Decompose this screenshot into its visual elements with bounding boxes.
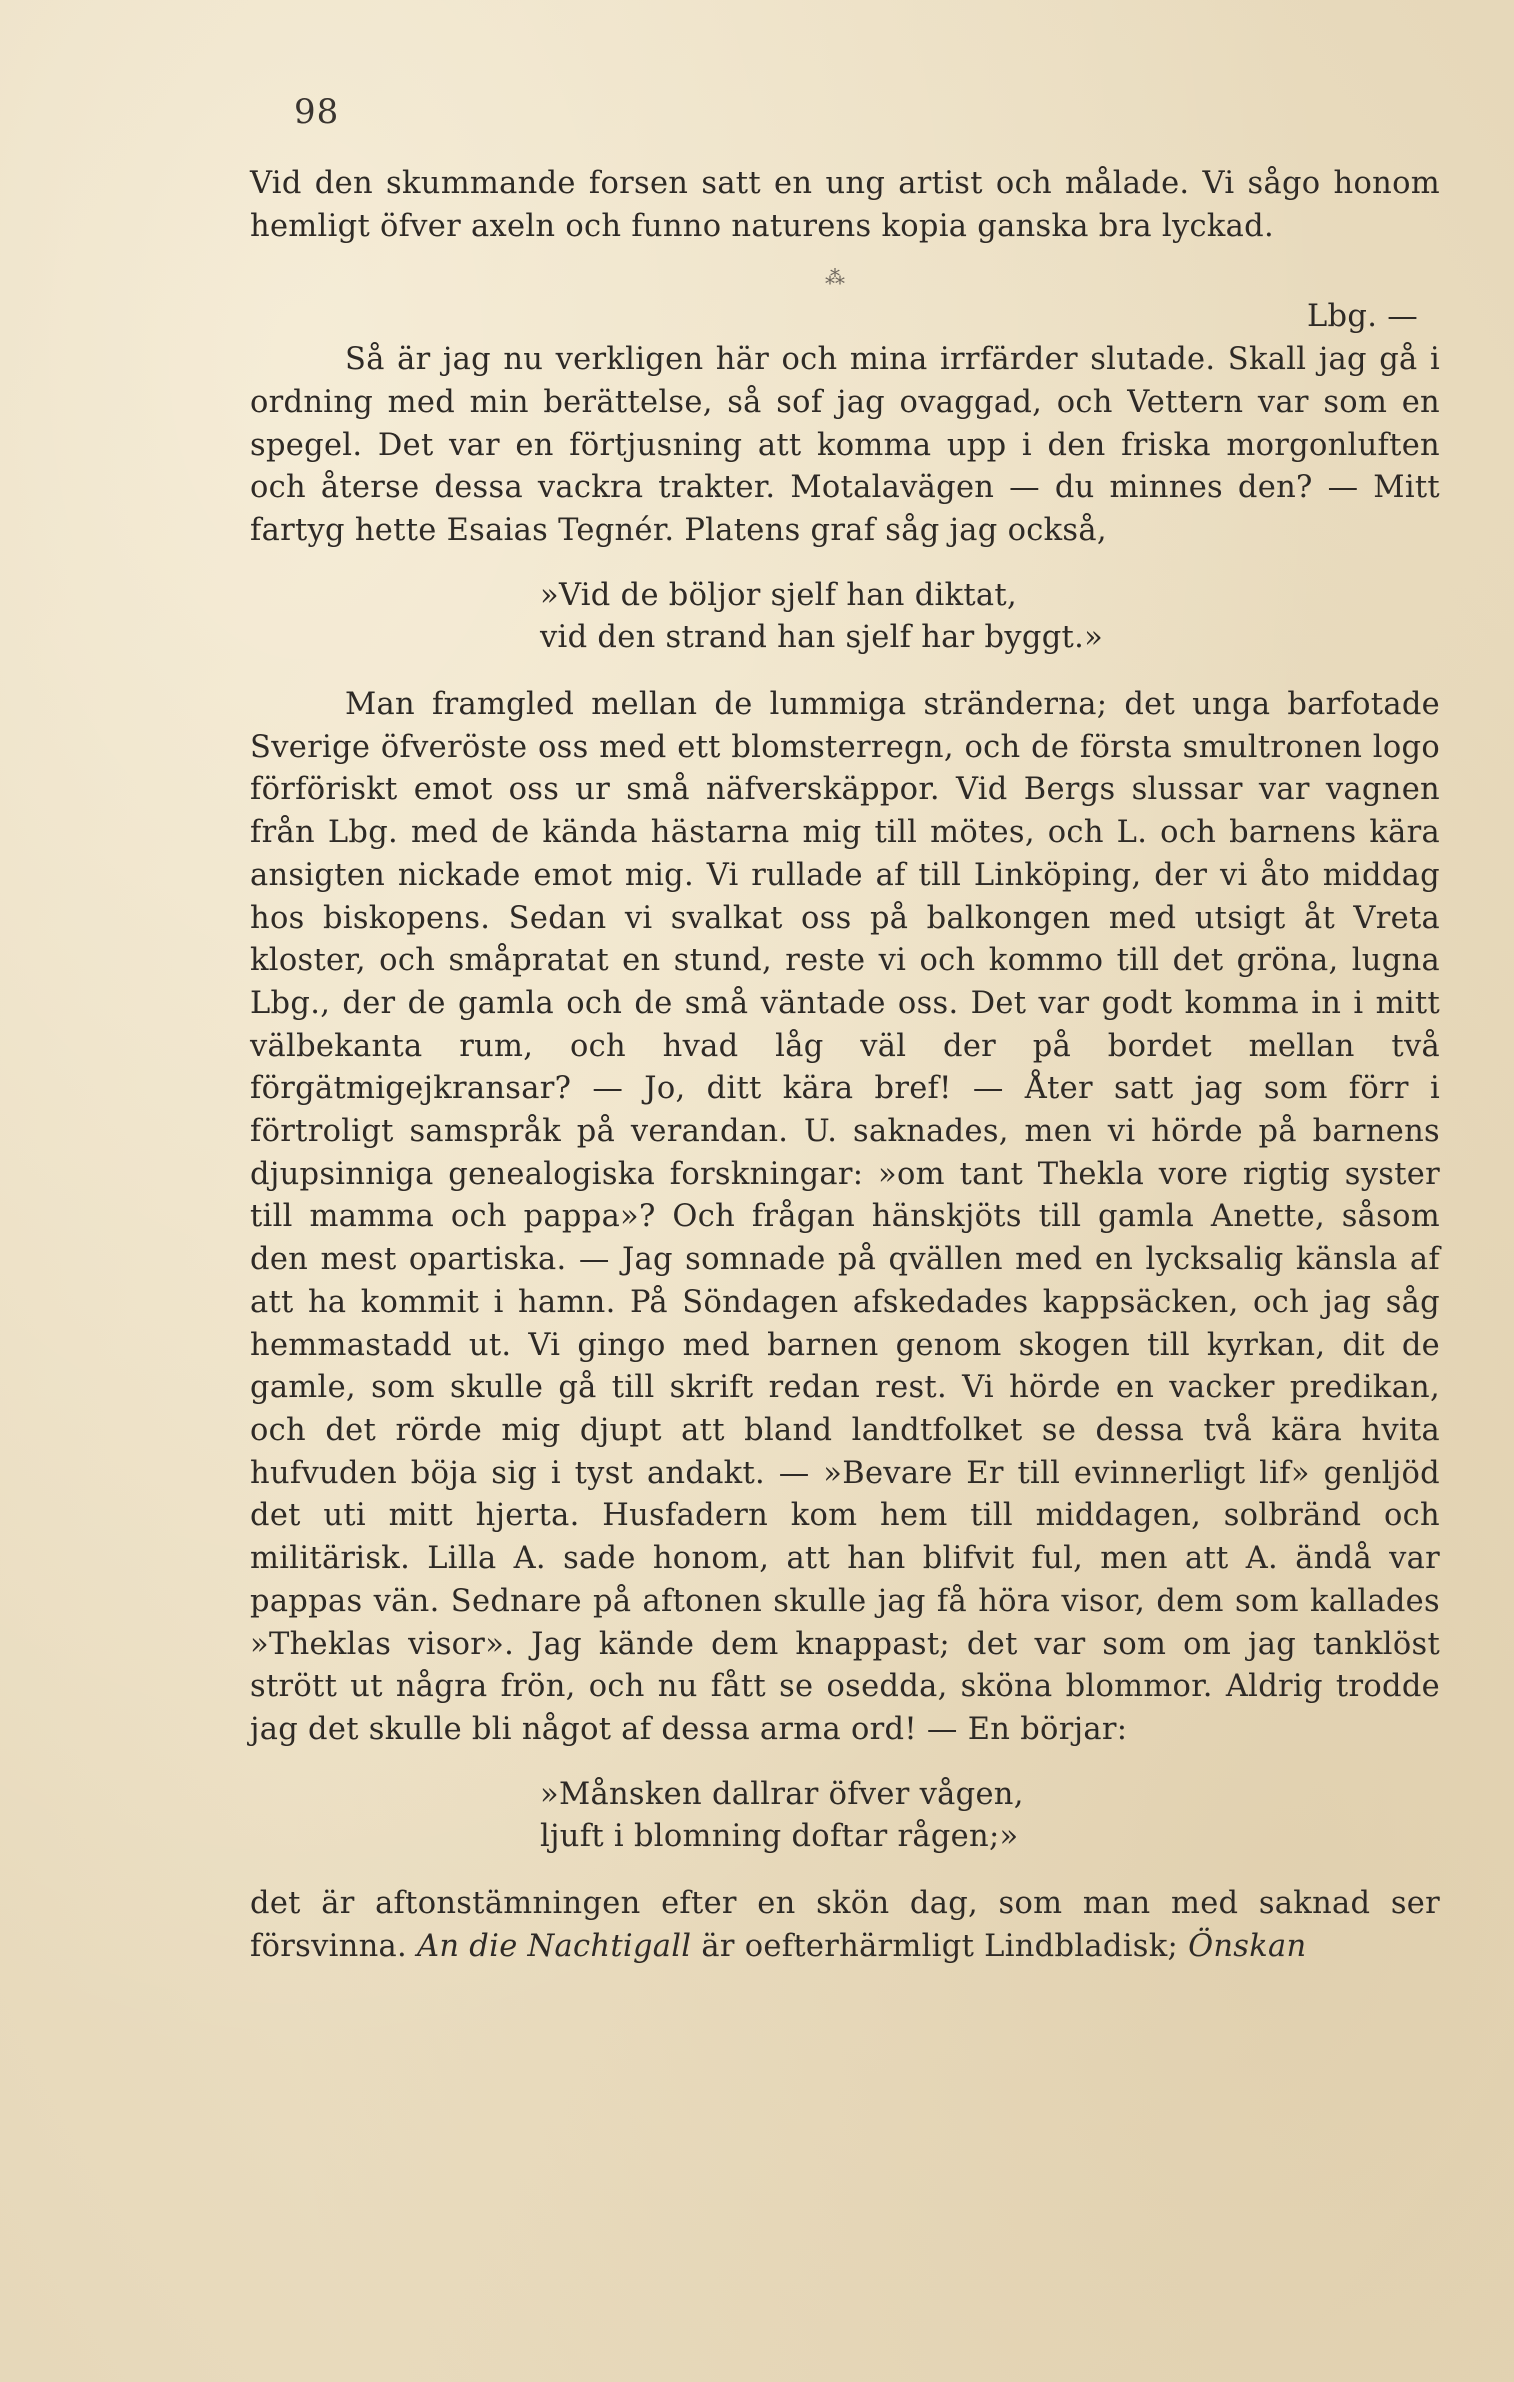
verse-line: »Månsken dallrar öfver vågen, — [540, 1776, 1024, 1812]
verse-quote-1 — [250, 575, 1440, 660]
paragraph-arrival: Så är jag nu verkligen här och mina irrfärder slutade. Skall jag gå i ordning med min berättelse, så sof jag ovaggad, och Vettern var som en spegel. Det var en förtjusning att komma upp i den friska morgonluften och återse dessa vackra trakter. Motalavägen — du minnes den? — Mitt fartyg hette Esaias Tegnér. Platens graf såg jag också, — [250, 342, 1440, 548]
signature: Lbg. — — [1307, 299, 1418, 335]
verse-line: vid den strand han sjelf har byggt.» — [540, 620, 1104, 656]
page-number: 98 — [294, 92, 340, 132]
paragraph-journey: Man framgled mellan de lummiga stränderna; det unga barfotade Sverige öfveröste oss med ett blomsterregn, och de första smultronen logo förföriskt emot oss ur små näfverskäppor. Vid Bergs slussar var vagnen från Lbg. med de kända hästarna mig till mötes, och L. och barnens kära ansigten nickade emot mig. Vi rullade af till Linköping, der vi åto middag hos biskopens. Sedan vi svalkat oss på balkongen med utsigt åt Vreta kloster, och småpratat en stund, reste vi och kommo till det gröna, lugna Lbg., der de gamla och de små väntade oss. Det var godt komma in i mitt välbekanta rum, och hvad låg väl der på bordet mellan två förgätmigejkransar? — Jo, ditt kära bref! — Åter satt jag som förr i förtroligt samspråk på verandan. U. saknades, men vi hörde på barnens djupsinniga genealogiska forskningar: »om tant Thekla vore rigtig syster till mamma och pappa»? Och frågan hänskjöts till gamla Anette, såsom den mest opartiska. — Jag somnade på qvällen med en lycksalig känsla af att ha kommit i hamn. På Söndagen afskedades kappsäcken, och jag såg hemmastadd ut. Vi gingo med barnen genom skogen till kyrkan, dit de gamle, som skulle gå till skrift redan rest. Vi hörde en vacker predikan, och det rörde mig djupt att bland landtfolket se dessa två kära hvita hufvuden böja sig i tyst andakt. — »Bevare Er till evinnerligt lif» genljöd det uti mitt hjerta. Husfadern kom hem till middagen, solbränd och militärisk. Lilla A. sade honom, att han blifvit ful, men att A. ändå var pappas vän. Sednare på aftonen skulle jag få höra visor, dem som kallades »Theklas visor». Jag kände dem knappast; det var som om jag tanklöst strött ut några frön, och nu fått se osedda, sköna blommor. Aldrig trodde jag det skulle bli något af dessa arma ord! — En börjar: — [250, 687, 1440, 1747]
section-separator: ⁂ — [825, 265, 865, 290]
paragraph-evening-middle: är oefterhärmligt Lindbladisk; — [701, 1928, 1179, 1964]
page-body — [250, 163, 1440, 1968]
verse-line: »Vid de böljor sjelf han diktat, — [540, 577, 1017, 613]
verse-quote-2 — [250, 1774, 1440, 1859]
song-title-nachtigall: An die Nachtigall — [417, 1928, 692, 1964]
paragraph-evening — [250, 1883, 1440, 1968]
verse-line: ljuft i blomning doftar rågen;» — [540, 1819, 1019, 1855]
song-title-onskan: Önskan — [1188, 1928, 1307, 1964]
paragraph-evening-start: det är aftonstämningen efter en skön dag, som man med saknad ser försvinna. — [250, 1886, 1440, 1964]
intro-paragraph: Vid den skummande forsen satt en ung artist och målade. Vi sågo honom hemligt öfver axeln och funno naturens kopia ganska bra lyckad. — [250, 166, 1440, 244]
